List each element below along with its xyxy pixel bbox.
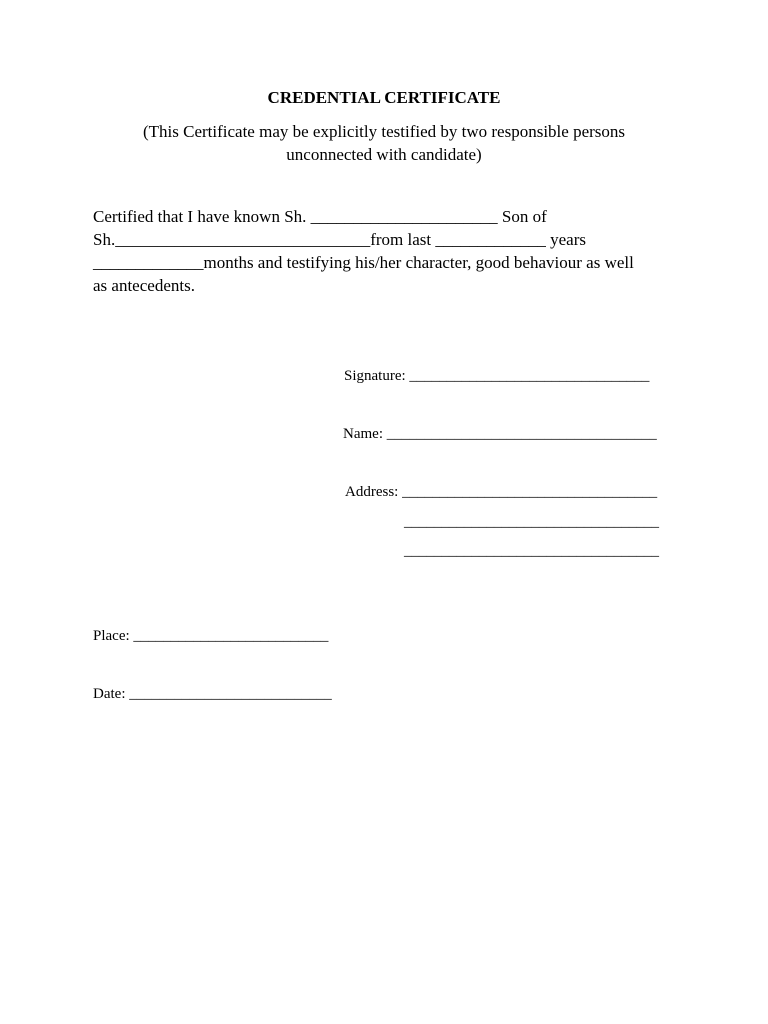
document-subtitle: (This Certificate may be explicitly testified by two responsible persons unconnected with candidate) — [142, 122, 626, 164]
paragraph-line: as antecedents. — [93, 276, 195, 295]
document-title: CREDENTIAL CERTIFICATE — [267, 88, 501, 107]
address-field-line-2: __________________________________ — [404, 514, 659, 530]
place-field: Place: __________________________ — [93, 628, 329, 644]
address-field: Address: __________________________________ — [345, 484, 658, 500]
address-field-line-3: __________________________________ — [404, 543, 659, 559]
date-field: Date: ___________________________ — [93, 686, 332, 702]
signature-field: Signature: ________________________________ — [344, 368, 650, 384]
paragraph-line: _____________months and testifying his/her character, good behaviour as well — [93, 253, 634, 272]
certification-paragraph — [93, 205, 683, 297]
paragraph-line: Certified that I have known Sh. ______________________ Son of — [93, 207, 547, 226]
name-field: Name: ____________________________________ — [343, 426, 657, 442]
paragraph-line: Sh.______________________________from last _____________ years — [93, 230, 586, 249]
